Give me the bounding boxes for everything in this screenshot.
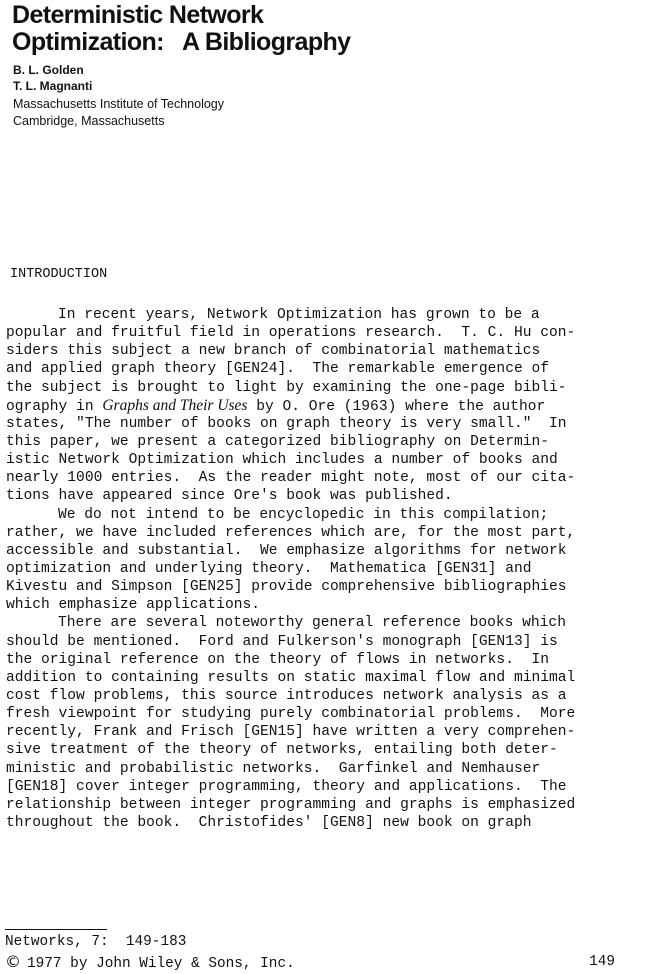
paragraph-2-line: rather, we have included references which are, for the most part, — [6, 524, 576, 541]
paragraph-3-line: cost flow problems, this source introduces network analysis as a — [6, 687, 567, 704]
paragraph-2-line: Kivestu and Simpson [GEN25] provide comprehensive bibliographies — [6, 579, 567, 596]
copyright-text: 1977 by John Wiley & Sons, Inc. — [27, 956, 295, 972]
paragraph-1-line: states, "The number of books on graph theory is very small." In — [6, 415, 567, 432]
author-list — [13, 62, 92, 94]
paragraph-3-line: fresh viewpoint for studying purely combinatorial problems. More — [6, 706, 576, 723]
page-footer — [5, 932, 625, 974]
paragraph-1-line: tions have appeared since Ore's book was published. — [6, 488, 453, 505]
title-line-2: Optimization: A Bibliography — [12, 28, 351, 56]
paragraph-1-line: nearly 1000 entries. As the reader might note, most of our cita- — [6, 470, 576, 487]
paragraph-3-line: [GEN18] cover integer programming, theory and applications. The — [6, 778, 567, 795]
paragraph-1-line: In recent years, Network Optimization has grown to be a — [58, 307, 540, 323]
section-heading: INTRODUCTION — [10, 267, 108, 282]
paragraph-1-line: siders this subject a new branch of combinatorial mathematics — [6, 343, 541, 360]
paragraph-3-line: should be mentioned. Ford and Fulkerson's monograph [GEN13] is — [6, 633, 558, 650]
paragraph-1-line: this paper, we present a categorized bibliography on Determin- — [6, 433, 549, 450]
paragraph-2-line: accessible and substantial. We emphasize algorithms for network — [6, 542, 567, 559]
affiliation-institution: Massachusetts Institute of Technology — [13, 97, 224, 111]
affiliation — [13, 96, 224, 130]
author-name: T. L. Magnanti — [13, 79, 93, 93]
paragraph-2-line: We do not intend to be encyclopedic in this compilation; — [58, 506, 549, 523]
copyright-icon: © — [5, 952, 21, 971]
line-text: by O. Ore (1963) where the author — [247, 398, 546, 415]
page-number: 149 — [589, 954, 615, 970]
title-line-1: Deterministic Network — [12, 1, 264, 29]
line-text: ography in — [6, 398, 103, 415]
paragraph-1-line: popular and fruitful field in operations research. T. C. Hu con- — [6, 325, 576, 342]
paragraph-2-line: optimization and underlying theory. Mathematica [GEN31] and — [6, 560, 532, 577]
affiliation-location: Cambridge, Massachusetts — [13, 114, 165, 128]
paragraph-3-line: recently, Frank and Frisch [GEN15] have written a very comprehen- — [6, 724, 576, 741]
paragraph-2-line: which emphasize applications. — [6, 597, 260, 614]
footnote-rule — [5, 929, 107, 930]
body-text — [6, 306, 575, 832]
paragraph-3-line: addition to containing results on static maximal flow and minimal — [6, 669, 576, 686]
paragraph-3-line: the original reference on the theory of flows in networks. In — [6, 651, 549, 668]
paragraph-3-line: There are several noteworthy general reference books which — [58, 615, 566, 632]
copyright-line — [5, 952, 625, 974]
book-title-italic: Graphs and Their Uses — [102, 396, 248, 414]
paragraph-3-line: sive treatment of the theory of networks, entailing both deter- — [6, 742, 558, 759]
paragraph-1-line — [6, 397, 575, 415]
author-name: B. L. Golden — [13, 63, 84, 77]
paragraph-1-line: istic Network Optimization which includes a number of books and — [6, 452, 558, 469]
paper-title — [12, 2, 350, 56]
paragraph-1-line: and applied graph theory [GEN24]. The remarkable emergence of — [6, 361, 549, 378]
paragraph-3-line: throughout the book. Christofides' [GEN8] new book on graph — [6, 814, 532, 831]
paragraph-3-line: relationship between integer programming and graphs is emphasized — [6, 796, 576, 813]
paragraph-3-line: ministic and probabilistic networks. Garfinkel and Nemhauser — [6, 760, 541, 777]
paragraph-1-line: the subject is brought to light by examining the one-page bibli- — [6, 379, 567, 396]
journal-citation: Networks, 7: 149-183 — [5, 934, 187, 950]
